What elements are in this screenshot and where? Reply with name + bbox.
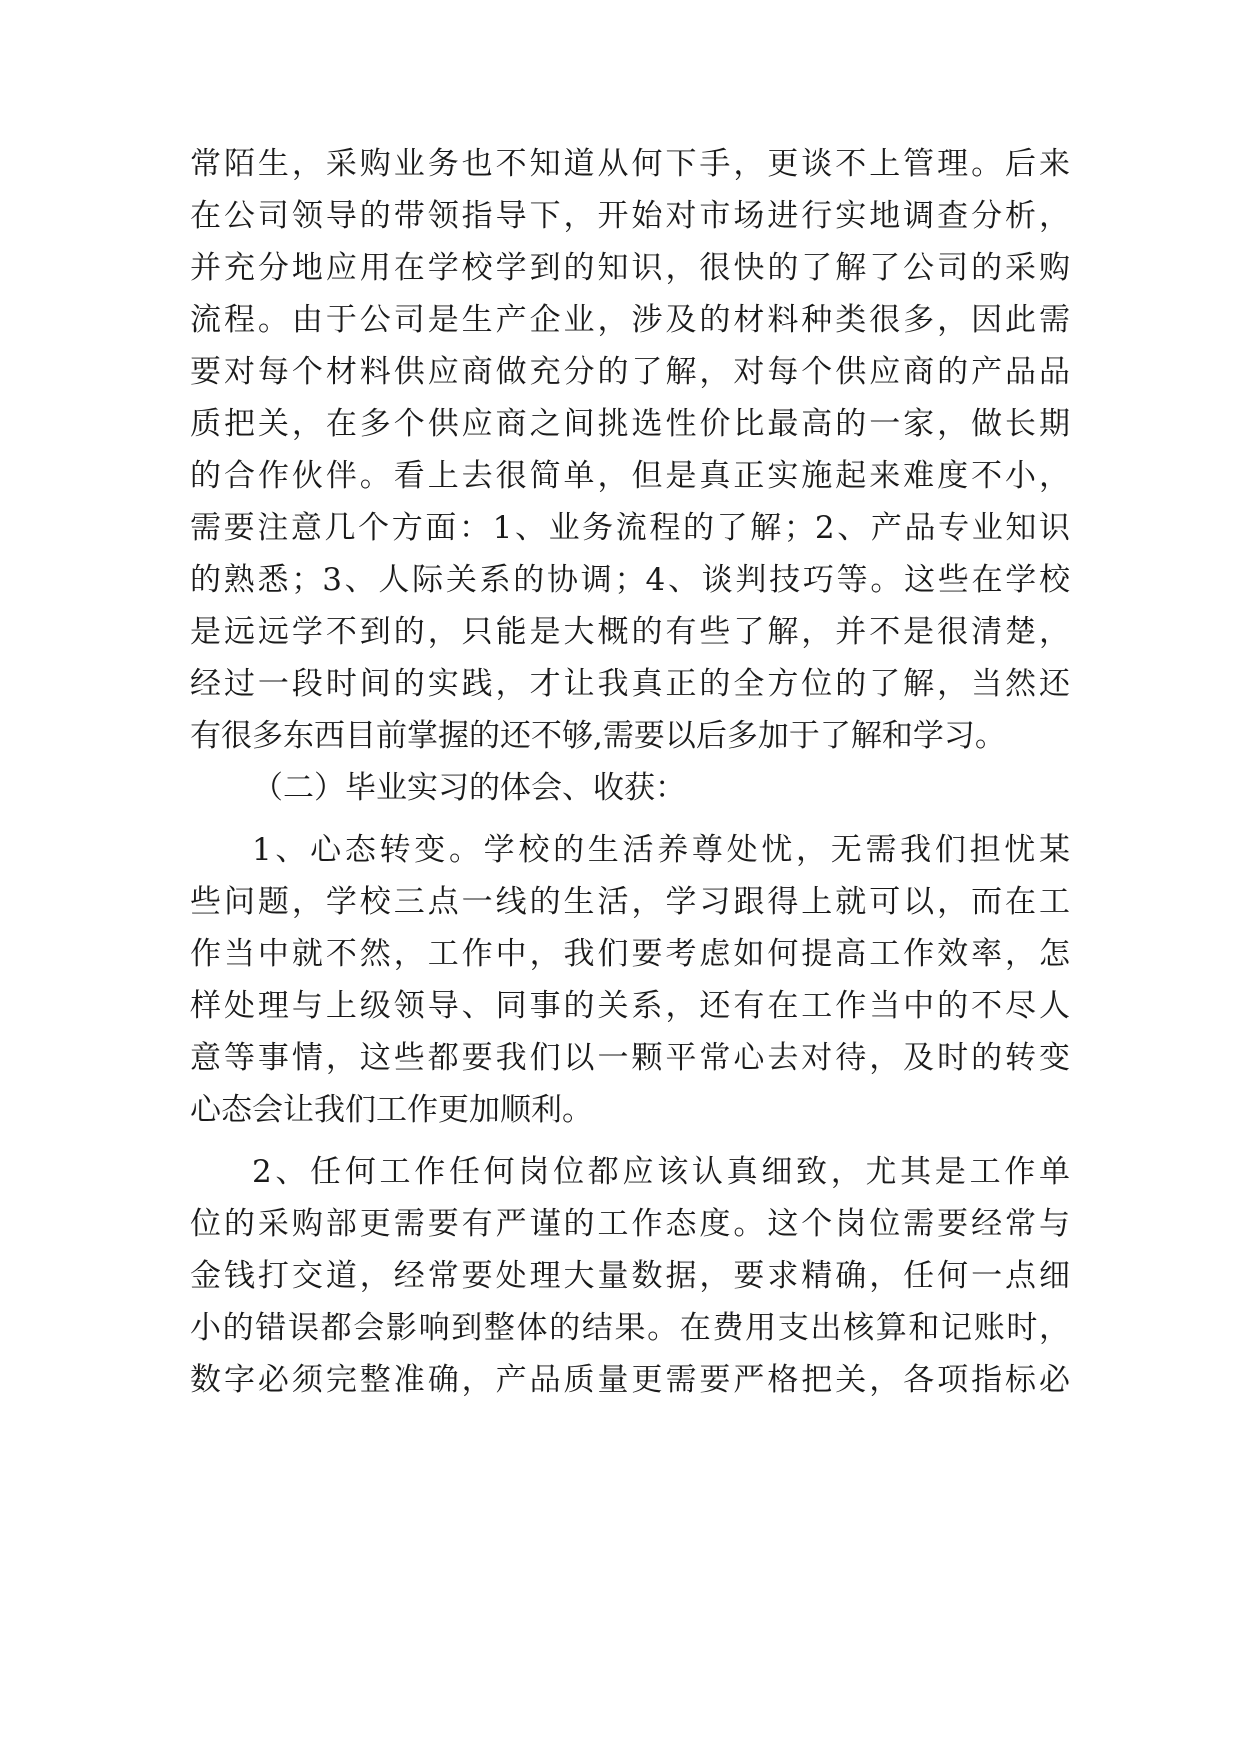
text-line-11: 经过一段时间的实践，才让我真正的全方位的了解，当然还 — [190, 666, 1070, 702]
text-line-2: 在公司领导的带领指导下，开始对市场进行实地调查分析， — [190, 198, 1070, 234]
text-line-15: 些问题，学校三点一线的生活，学习跟得上就可以，而在工 — [190, 884, 1070, 920]
text-line-18: 意等事情，这些都要我们以一颗平常心去对待，及时的转变 — [190, 1040, 1070, 1076]
text-line-6: 质把关，在多个供应商之间挑选性价比最高的一家，做长期 — [190, 406, 1070, 442]
text-line-14: 1、心态转变。学校的生活养尊处忧，无需我们担忧某 — [252, 832, 1070, 868]
text-line-3: 并充分地应用在学校学到的知识，很快的了解了公司的采购 — [190, 250, 1070, 286]
text-line-22: 金钱打交道，经常要处理大量数据，要求精确，任何一点细 — [190, 1258, 1070, 1294]
text-line-8: 需要注意几个方面：1、业务流程的了解；2、产品专业知识 — [190, 510, 1070, 546]
text-line-17: 样处理与上级领导、同事的关系，还有在工作当中的不尽人 — [190, 988, 1070, 1024]
text-line-5: 要对每个材料供应商做充分的了解，对每个供应商的产品品 — [190, 354, 1070, 390]
text-line-20: 2、任何工作任何岗位都应该认真细致，尤其是工作单 — [252, 1154, 1070, 1190]
text-line-19: 心态会让我们工作更加顺利。 — [190, 1092, 593, 1128]
section-heading: （二）毕业实习的体会、收获： — [252, 770, 686, 806]
text-line-9: 的熟悉；3、人际关系的协调；4、谈判技巧等。这些在学校 — [190, 562, 1070, 598]
text-line-23: 小的错误都会影响到整体的结果。在费用支出核算和记账时， — [190, 1310, 1070, 1346]
text-line-21: 位的采购部更需要有严谨的工作态度。这个岗位需要经常与 — [190, 1206, 1070, 1242]
text-line-12: 有很多东西目前掌握的还不够,需要以后多加于了解和学习。 — [190, 718, 1006, 754]
text-line-24: 数字必须完整准确，产品质量更需要严格把关，各项指标必 — [190, 1362, 1070, 1398]
text-line-10: 是远远学不到的，只能是大概的有些了解，并不是很清楚， — [190, 614, 1070, 650]
text-line-7: 的合作伙伴。看上去很简单，但是真正实施起来难度不小， — [190, 458, 1070, 494]
text-line-1: 常陌生，采购业务也不知道从何下手，更谈不上管理。后来 — [190, 146, 1070, 182]
text-line-16: 作当中就不然，工作中，我们要考虑如何提高工作效率，怎 — [190, 936, 1070, 972]
text-line-4: 流程。由于公司是生产企业，涉及的材料种类很多，因此需 — [190, 302, 1070, 338]
